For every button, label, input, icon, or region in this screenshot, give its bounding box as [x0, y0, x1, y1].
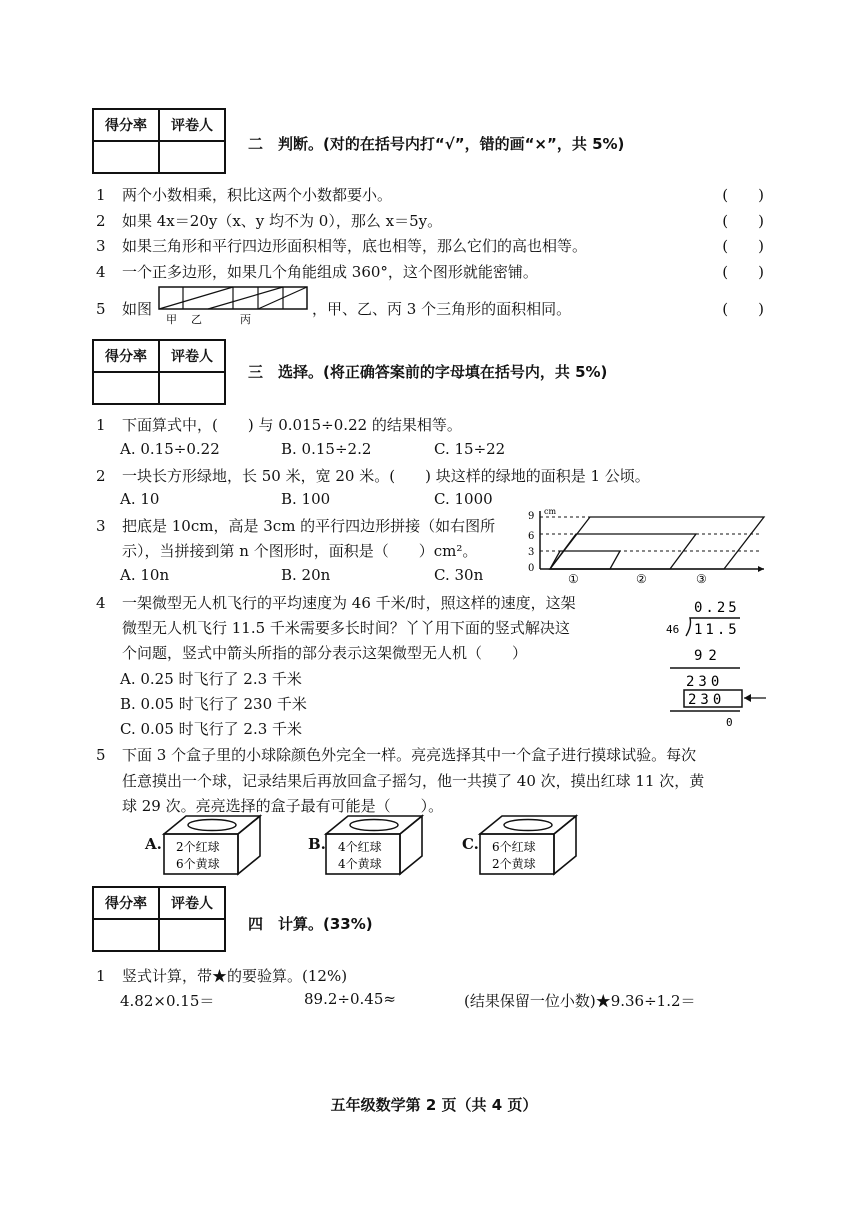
long-division: [660, 598, 770, 730]
s3-q1: [96, 414, 462, 435]
ytick: 3: [528, 547, 535, 558]
score-rate-cell[interactable]: [93, 372, 159, 404]
item-number: 3: [96, 517, 106, 535]
ytick: 9: [528, 511, 535, 522]
option-c[interactable]: C. 30n: [434, 566, 484, 584]
s2-item-4: [96, 261, 538, 282]
item-number: 4: [96, 263, 106, 281]
s3-q3-line2: 示），当拼接到第 n 个图形时，面积是（ ）cm²。: [122, 542, 478, 560]
grader-cell[interactable]: [159, 919, 225, 951]
triangle-figure: [158, 286, 310, 326]
item-text: 两个小数相乘，积比这两个小数都要小。: [122, 186, 393, 204]
box-line1: 6个红球: [492, 840, 536, 854]
s2-item-5: [96, 298, 152, 319]
item-number: 3: [96, 237, 106, 255]
fig-label-1: ①: [568, 572, 579, 586]
item-number: 5: [96, 746, 106, 764]
grader-header: 评卷人: [159, 340, 225, 372]
grader-cell[interactable]: [159, 372, 225, 404]
s3-q4-line3: 个问题，竖式中箭头所指的部分表示这架微型无人机（ ）: [122, 644, 528, 662]
quotient: 0.25: [694, 600, 740, 616]
item-number: 1: [96, 186, 106, 204]
divisor: 46: [666, 623, 680, 636]
s3-q4-line1: [96, 592, 576, 613]
s4-q1: [96, 965, 347, 986]
option-a[interactable]: A. 10: [120, 490, 160, 508]
parallelogram-figure: [520, 505, 770, 587]
step2: 230: [686, 674, 724, 690]
s2-item-5-after: ，甲、乙、丙 3 个三角形的面积相同。: [312, 300, 572, 318]
section3-title: 三 选择。(将正确答案前的字母填在括号内，共 5%): [248, 363, 608, 381]
item-number: 1: [96, 967, 106, 985]
item-text: 竖式计算，带★的要验算。(12%): [122, 967, 348, 985]
score-box-section4: [92, 886, 226, 952]
ball-box-c[interactable]: [476, 812, 581, 878]
item-text: 下面 3 个盒子里的小球除颜色外完全一样。亮亮选择其中一个盒子进行摸球试验。每次: [122, 746, 697, 764]
section2-title: 二 判断。(对的在括号内打“√”，错的画“×”，共 5%): [248, 135, 625, 153]
box-line1: 4个红球: [338, 840, 382, 854]
item-text: 一个正多边形，如果几个角能组成 360°，这个图形就能密铺。: [122, 263, 538, 281]
fig-label-bing: 丙: [240, 313, 251, 326]
item-text: 下面算式中，( ) 与 0.015÷0.22 的结果相等。: [122, 416, 462, 434]
box-line2: 6个黄球: [176, 857, 220, 871]
step1: 92: [694, 648, 723, 664]
option-c[interactable]: C. 0.05 时飞行了 2.3 千米: [120, 720, 303, 738]
score-rate-header: 得分率: [93, 340, 159, 372]
score-rate-header: 得分率: [93, 887, 159, 919]
step3: 230: [688, 692, 726, 708]
item-number: 2: [96, 467, 106, 485]
box-line2: 2个黄球: [492, 857, 536, 871]
box-label-a[interactable]: A.: [145, 835, 162, 853]
item-number: 2: [96, 212, 106, 230]
box-label-b[interactable]: B.: [308, 835, 326, 853]
answer-paren[interactable]: ( ): [722, 237, 764, 255]
axis-unit: cm: [544, 507, 557, 516]
score-rate-cell[interactable]: [93, 141, 159, 173]
score-rate-cell[interactable]: [93, 919, 159, 951]
box-line2: 4个黄球: [338, 857, 382, 871]
answer-paren[interactable]: ( ): [722, 263, 764, 281]
option-a[interactable]: A. 10n: [120, 566, 170, 584]
s2-item-3: [96, 235, 587, 256]
s3-q3-line1: [96, 515, 495, 536]
grader-header: 评卷人: [159, 109, 225, 141]
answer-paren[interactable]: ( ): [722, 186, 764, 204]
ball-box-a[interactable]: [160, 812, 265, 878]
score-rate-header: 得分率: [93, 109, 159, 141]
grader-cell[interactable]: [159, 141, 225, 173]
option-b[interactable]: B. 0.05 时飞行了 230 千米: [120, 695, 307, 713]
calc-expr-3: (结果保留一位小数)★9.36÷1.2＝: [464, 992, 696, 1010]
item-number: 1: [96, 416, 106, 434]
remainder: 0: [726, 716, 733, 729]
arrow-left-icon: [744, 694, 751, 702]
box-label-c[interactable]: C.: [462, 835, 479, 853]
answer-paren[interactable]: ( ): [722, 212, 764, 230]
option-b[interactable]: B. 0.15÷2.2: [281, 440, 372, 458]
option-c[interactable]: C. 1000: [434, 490, 493, 508]
section4-title: 四 计算。(33%): [248, 915, 373, 933]
fig-label-3: ③: [696, 572, 707, 586]
item-text: 一块长方形绿地，长 50 米，宽 20 米。( ) 块这样的绿地的面积是 1 公顷。: [122, 467, 650, 485]
dividend: 11.5: [694, 622, 740, 638]
option-a[interactable]: A. 0.25 时飞行了 2.3 千米: [120, 670, 302, 688]
answer-paren[interactable]: ( ): [722, 300, 764, 318]
item-text: 如图: [122, 300, 153, 318]
s3-q5-line2: 任意摸出一个球，记录结果后再放回盒子摇匀，他一共摸了 40 次，摸出红球 11 次，黄: [122, 772, 705, 790]
option-c[interactable]: C. 15÷22: [434, 440, 506, 458]
grader-header: 评卷人: [159, 887, 225, 919]
s2-item-1: [96, 184, 392, 205]
score-box-section2: [92, 108, 226, 174]
s3-q5-line3: 球 29 次。亮亮选择的盒子最有可能是（ ）。: [122, 797, 444, 815]
item-text: 如果三角形和平行四边形面积相等，底也相等，那么它们的高也相等。: [122, 237, 588, 255]
option-b[interactable]: B. 100: [281, 490, 331, 508]
item-number: 4: [96, 594, 106, 612]
fig-label-jia: 甲: [166, 313, 177, 326]
score-box-section3: [92, 339, 226, 405]
s3-q4-line2: 微型无人机飞行 11.5 千米需要多长时间？丫丫用下面的竖式解决这: [122, 619, 570, 637]
s3-q5-line1: [96, 744, 696, 765]
fig-label-yi: 乙: [191, 313, 202, 326]
fig-label-2: ②: [636, 572, 647, 586]
ytick: 6: [528, 531, 535, 542]
item-number: 5: [96, 300, 106, 318]
box-line1: 2个红球: [176, 840, 220, 854]
s3-q2: [96, 465, 650, 486]
option-a[interactable]: A. 0.15÷0.22: [120, 440, 220, 458]
ytick: 0: [528, 563, 535, 574]
ball-box-b[interactable]: [322, 812, 427, 878]
item-text: 如果 4x＝20y（x、y 均不为 0），那么 x＝5y。: [122, 212, 443, 230]
item-text: 一架微型无人机飞行的平均速度为 46 千米/时，照这样的速度，这架: [122, 594, 576, 612]
s2-item-2: [96, 210, 442, 231]
option-b[interactable]: B. 20n: [281, 566, 331, 584]
page-footer: 五年级数学第 2 页（共 4 页）: [330, 1096, 538, 1114]
calc-expr-1: 4.82×0.15＝: [120, 992, 215, 1010]
calc-expr-2: 89.2÷0.45≈: [304, 990, 396, 1008]
item-text: 把底是 10cm，高是 3cm 的平行四边形拼接（如右图所: [122, 517, 496, 535]
